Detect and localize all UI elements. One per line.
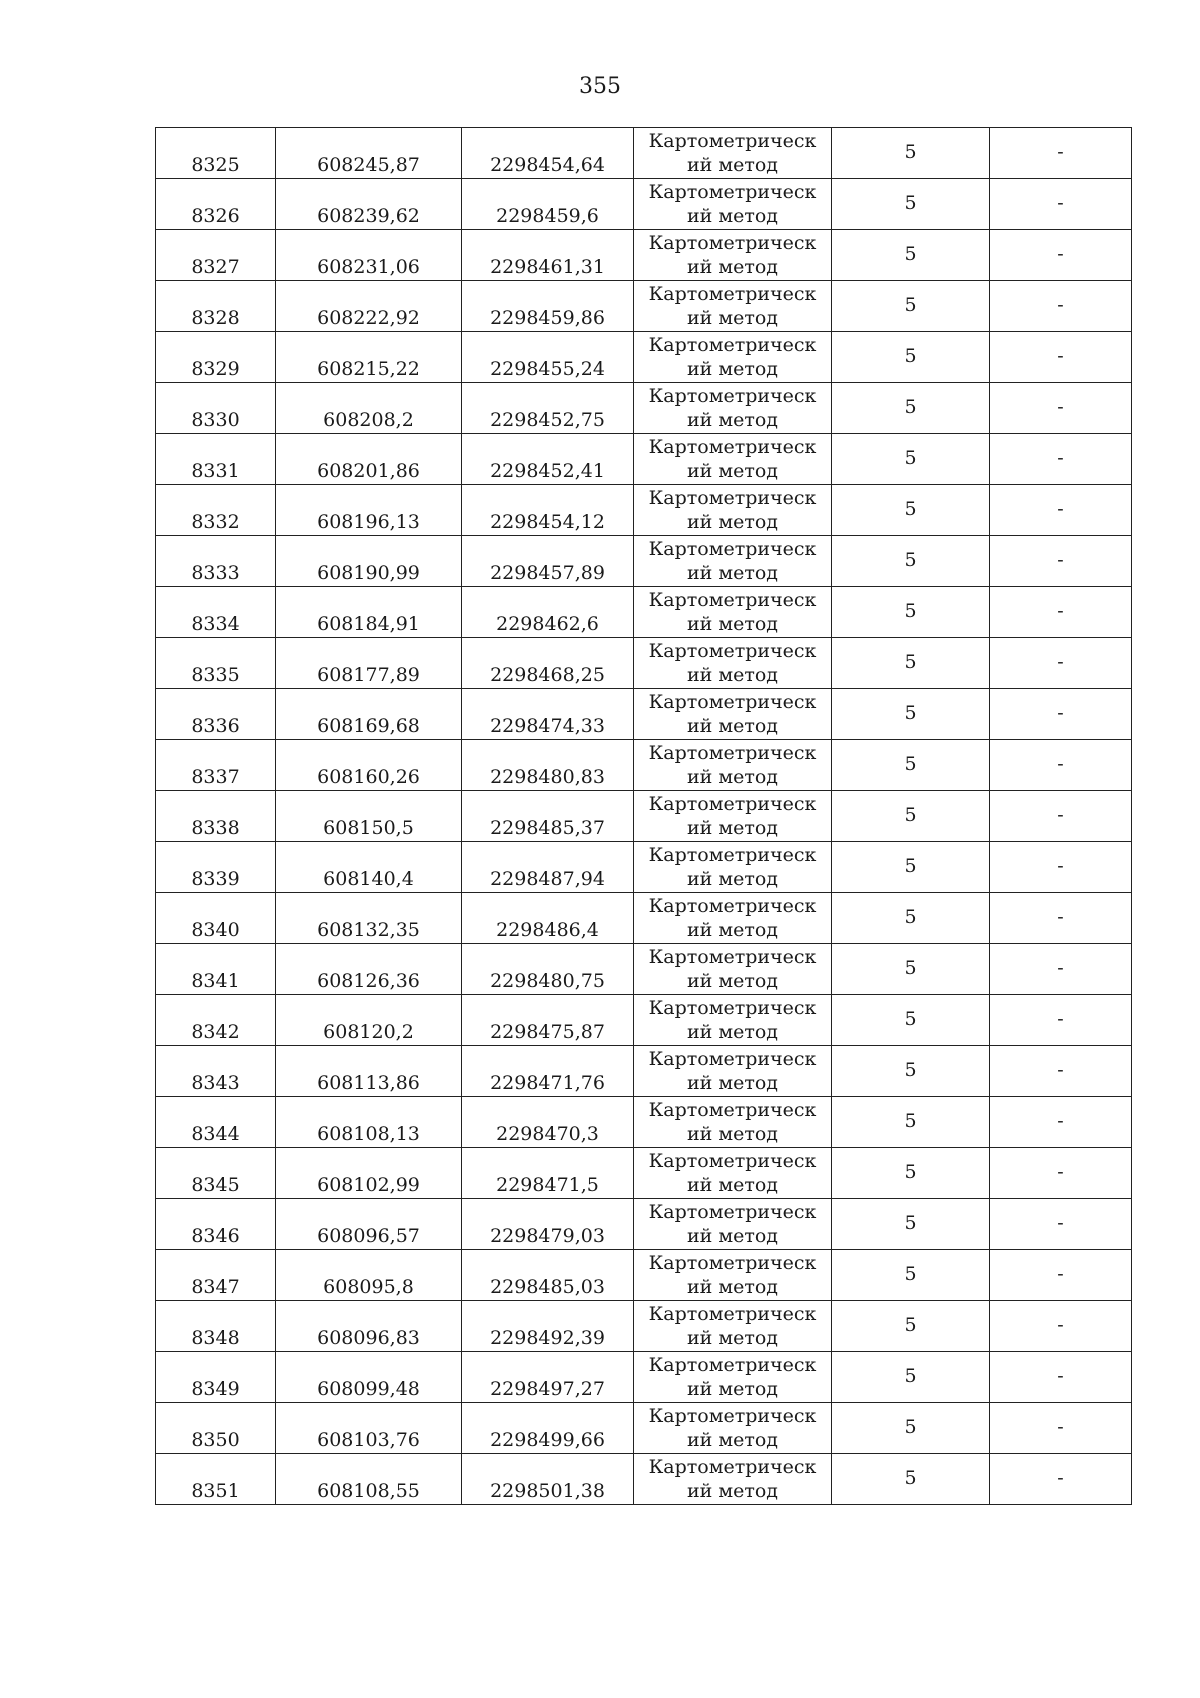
x-coordinate-cell: 608096,83 <box>276 1301 462 1352</box>
point-number-cell: 8351 <box>156 1454 276 1505</box>
method-text: Картометрический метод <box>648 1252 817 1298</box>
accuracy-cell: 5 <box>832 587 990 638</box>
y-coordinate-cell: 2298461,31 <box>462 230 634 281</box>
table-row <box>156 944 1132 995</box>
y-coordinate-cell: 2298470,3 <box>462 1097 634 1148</box>
note-cell: - <box>990 1454 1132 1505</box>
method-text: Картометрический метод <box>648 589 817 635</box>
table-row <box>156 587 1132 638</box>
accuracy-cell: 5 <box>832 1454 990 1505</box>
point-number-cell: 8341 <box>156 944 276 995</box>
table-row <box>156 128 1132 179</box>
x-coordinate-cell: 608132,35 <box>276 893 462 944</box>
point-number-cell: 8329 <box>156 332 276 383</box>
note-cell: - <box>990 1199 1132 1250</box>
note-cell: - <box>990 281 1132 332</box>
method-text: Картометрический метод <box>648 1405 817 1451</box>
accuracy-cell: 5 <box>832 1199 990 1250</box>
method-text: Картометрический метод <box>648 1048 817 1094</box>
accuracy-cell: 5 <box>832 485 990 536</box>
method-text: Картометрический метод <box>648 640 817 686</box>
y-coordinate-cell: 2298454,12 <box>462 485 634 536</box>
note-cell: - <box>990 1097 1132 1148</box>
method-cell <box>634 332 832 383</box>
note-cell: - <box>990 179 1132 230</box>
x-coordinate-cell: 608231,06 <box>276 230 462 281</box>
method-cell <box>634 128 832 179</box>
method-text: Картометрический метод <box>648 844 817 890</box>
y-coordinate-cell: 2298471,5 <box>462 1148 634 1199</box>
method-cell <box>634 587 832 638</box>
method-text: Картометрический метод <box>648 793 817 839</box>
accuracy-cell: 5 <box>832 1148 990 1199</box>
y-coordinate-cell: 2298454,64 <box>462 128 634 179</box>
x-coordinate-cell: 608103,76 <box>276 1403 462 1454</box>
table-row <box>156 485 1132 536</box>
method-cell <box>634 1301 832 1352</box>
y-coordinate-cell: 2298480,75 <box>462 944 634 995</box>
table-row <box>156 689 1132 740</box>
x-coordinate-cell: 608150,5 <box>276 791 462 842</box>
accuracy-cell: 5 <box>832 434 990 485</box>
table-row <box>156 638 1132 689</box>
method-cell <box>634 1250 832 1301</box>
accuracy-cell: 5 <box>832 791 990 842</box>
accuracy-cell: 5 <box>832 1250 990 1301</box>
method-cell <box>634 1199 832 1250</box>
method-text: Картометрический метод <box>648 436 817 482</box>
point-number-cell: 8339 <box>156 842 276 893</box>
method-text: Картометрический метод <box>648 334 817 380</box>
accuracy-cell: 5 <box>832 740 990 791</box>
y-coordinate-cell: 2298455,24 <box>462 332 634 383</box>
note-cell: - <box>990 1301 1132 1352</box>
method-cell <box>634 689 832 740</box>
accuracy-cell: 5 <box>832 1301 990 1352</box>
note-cell: - <box>990 944 1132 995</box>
point-number-cell: 8346 <box>156 1199 276 1250</box>
note-cell: - <box>990 230 1132 281</box>
note-cell: - <box>990 1250 1132 1301</box>
point-number-cell: 8327 <box>156 230 276 281</box>
y-coordinate-cell: 2298479,03 <box>462 1199 634 1250</box>
method-cell <box>634 536 832 587</box>
y-coordinate-cell: 2298487,94 <box>462 842 634 893</box>
accuracy-cell: 5 <box>832 383 990 434</box>
y-coordinate-cell: 2298462,6 <box>462 587 634 638</box>
y-coordinate-cell: 2298485,37 <box>462 791 634 842</box>
method-cell <box>634 281 832 332</box>
method-text: Картометрический метод <box>648 487 817 533</box>
method-text: Картометрический метод <box>648 1099 817 1145</box>
point-number-cell: 8335 <box>156 638 276 689</box>
y-coordinate-cell: 2298468,25 <box>462 638 634 689</box>
point-number-cell: 8328 <box>156 281 276 332</box>
note-cell: - <box>990 128 1132 179</box>
note-cell: - <box>990 1148 1132 1199</box>
y-coordinate-cell: 2298474,33 <box>462 689 634 740</box>
y-coordinate-cell: 2298486,4 <box>462 893 634 944</box>
y-coordinate-cell: 2298501,38 <box>462 1454 634 1505</box>
point-number-cell: 8340 <box>156 893 276 944</box>
note-cell: - <box>990 842 1132 893</box>
note-cell: - <box>990 332 1132 383</box>
note-cell: - <box>990 1403 1132 1454</box>
method-text: Картометрический метод <box>648 283 817 329</box>
note-cell: - <box>990 383 1132 434</box>
x-coordinate-cell: 608120,2 <box>276 995 462 1046</box>
x-coordinate-cell: 608108,55 <box>276 1454 462 1505</box>
table-row <box>156 332 1132 383</box>
method-text: Картометрический метод <box>648 385 817 431</box>
method-text: Картометрический метод <box>648 742 817 788</box>
method-cell <box>634 842 832 893</box>
table-row <box>156 1301 1132 1352</box>
point-number-cell: 8345 <box>156 1148 276 1199</box>
table-row <box>156 740 1132 791</box>
method-cell <box>634 740 832 791</box>
accuracy-cell: 5 <box>832 230 990 281</box>
y-coordinate-cell: 2298499,66 <box>462 1403 634 1454</box>
table-body <box>156 128 1132 1505</box>
x-coordinate-cell: 608102,99 <box>276 1148 462 1199</box>
point-number-cell: 8347 <box>156 1250 276 1301</box>
note-cell: - <box>990 1352 1132 1403</box>
y-coordinate-cell: 2298475,87 <box>462 995 634 1046</box>
table-row <box>156 179 1132 230</box>
note-cell: - <box>990 587 1132 638</box>
note-cell: - <box>990 1046 1132 1097</box>
method-cell <box>634 383 832 434</box>
x-coordinate-cell: 608160,26 <box>276 740 462 791</box>
table-row <box>156 1250 1132 1301</box>
accuracy-cell: 5 <box>832 842 990 893</box>
point-number-cell: 8325 <box>156 128 276 179</box>
accuracy-cell: 5 <box>832 1097 990 1148</box>
point-number-cell: 8331 <box>156 434 276 485</box>
method-cell <box>634 1403 832 1454</box>
x-coordinate-cell: 608208,2 <box>276 383 462 434</box>
note-cell: - <box>990 995 1132 1046</box>
x-coordinate-cell: 608108,13 <box>276 1097 462 1148</box>
point-number-cell: 8350 <box>156 1403 276 1454</box>
x-coordinate-cell: 608177,89 <box>276 638 462 689</box>
note-cell: - <box>990 791 1132 842</box>
x-coordinate-cell: 608190,99 <box>276 536 462 587</box>
table-row <box>156 383 1132 434</box>
x-coordinate-cell: 608215,22 <box>276 332 462 383</box>
x-coordinate-cell: 608239,62 <box>276 179 462 230</box>
method-text: Картометрический метод <box>648 232 817 278</box>
method-cell <box>634 638 832 689</box>
note-cell: - <box>990 638 1132 689</box>
x-coordinate-cell: 608099,48 <box>276 1352 462 1403</box>
y-coordinate-cell: 2298485,03 <box>462 1250 634 1301</box>
table-row <box>156 1403 1132 1454</box>
point-number-cell: 8349 <box>156 1352 276 1403</box>
accuracy-cell: 5 <box>832 281 990 332</box>
table-row <box>156 230 1132 281</box>
method-text: Картометрический метод <box>648 1354 817 1400</box>
accuracy-cell: 5 <box>832 689 990 740</box>
method-text: Картометрический метод <box>648 1150 817 1196</box>
accuracy-cell: 5 <box>832 1403 990 1454</box>
point-number-cell: 8344 <box>156 1097 276 1148</box>
accuracy-cell: 5 <box>832 893 990 944</box>
x-coordinate-cell: 608126,36 <box>276 944 462 995</box>
point-number-cell: 8337 <box>156 740 276 791</box>
y-coordinate-cell: 2298452,41 <box>462 434 634 485</box>
table-row <box>156 434 1132 485</box>
y-coordinate-cell: 2298480,83 <box>462 740 634 791</box>
table-row <box>156 995 1132 1046</box>
note-cell: - <box>990 434 1132 485</box>
coordinates-table <box>155 127 1132 1505</box>
y-coordinate-cell: 2298457,89 <box>462 536 634 587</box>
x-coordinate-cell: 608245,87 <box>276 128 462 179</box>
method-cell <box>634 230 832 281</box>
x-coordinate-cell: 608222,92 <box>276 281 462 332</box>
accuracy-cell: 5 <box>832 332 990 383</box>
note-cell: - <box>990 740 1132 791</box>
method-text: Картометрический метод <box>648 691 817 737</box>
method-cell <box>634 893 832 944</box>
method-cell <box>634 1454 832 1505</box>
point-number-cell: 8348 <box>156 1301 276 1352</box>
method-cell <box>634 1148 832 1199</box>
note-cell: - <box>990 689 1132 740</box>
table-row <box>156 893 1132 944</box>
point-number-cell: 8338 <box>156 791 276 842</box>
point-number-cell: 8342 <box>156 995 276 1046</box>
method-text: Картометрический метод <box>648 1456 817 1502</box>
point-number-cell: 8336 <box>156 689 276 740</box>
method-cell <box>634 791 832 842</box>
point-number-cell: 8333 <box>156 536 276 587</box>
accuracy-cell: 5 <box>832 128 990 179</box>
x-coordinate-cell: 608140,4 <box>276 842 462 893</box>
note-cell: - <box>990 485 1132 536</box>
x-coordinate-cell: 608095,8 <box>276 1250 462 1301</box>
point-number-cell: 8334 <box>156 587 276 638</box>
y-coordinate-cell: 2298452,75 <box>462 383 634 434</box>
method-text: Картометрический метод <box>648 1303 817 1349</box>
method-text: Картометрический метод <box>648 181 817 227</box>
point-number-cell: 8343 <box>156 1046 276 1097</box>
table-row <box>156 1046 1132 1097</box>
method-cell <box>634 1352 832 1403</box>
table-row <box>156 1097 1132 1148</box>
method-cell <box>634 944 832 995</box>
x-coordinate-cell: 608113,86 <box>276 1046 462 1097</box>
method-cell <box>634 434 832 485</box>
table-row <box>156 1148 1132 1199</box>
table-row <box>156 791 1132 842</box>
y-coordinate-cell: 2298492,39 <box>462 1301 634 1352</box>
table-row <box>156 1352 1132 1403</box>
note-cell: - <box>990 893 1132 944</box>
point-number-cell: 8332 <box>156 485 276 536</box>
y-coordinate-cell: 2298497,27 <box>462 1352 634 1403</box>
table-row <box>156 281 1132 332</box>
y-coordinate-cell: 2298459,6 <box>462 179 634 230</box>
table-row <box>156 1199 1132 1250</box>
accuracy-cell: 5 <box>832 944 990 995</box>
x-coordinate-cell: 608201,86 <box>276 434 462 485</box>
accuracy-cell: 5 <box>832 1352 990 1403</box>
method-text: Картометрический метод <box>648 895 817 941</box>
x-coordinate-cell: 608184,91 <box>276 587 462 638</box>
x-coordinate-cell: 608196,13 <box>276 485 462 536</box>
accuracy-cell: 5 <box>832 995 990 1046</box>
method-text: Картометрический метод <box>648 946 817 992</box>
method-text: Картометрический метод <box>648 997 817 1043</box>
x-coordinate-cell: 608169,68 <box>276 689 462 740</box>
accuracy-cell: 5 <box>832 179 990 230</box>
accuracy-cell: 5 <box>832 536 990 587</box>
method-text: Картометрический метод <box>648 538 817 584</box>
point-number-cell: 8326 <box>156 179 276 230</box>
x-coordinate-cell: 608096,57 <box>276 1199 462 1250</box>
method-cell <box>634 1097 832 1148</box>
accuracy-cell: 5 <box>832 638 990 689</box>
method-text: Картометрический метод <box>648 1201 817 1247</box>
y-coordinate-cell: 2298471,76 <box>462 1046 634 1097</box>
page-number: 355 <box>579 74 621 99</box>
method-cell <box>634 995 832 1046</box>
point-number-cell: 8330 <box>156 383 276 434</box>
table-row <box>156 842 1132 893</box>
table-row <box>156 1454 1132 1505</box>
y-coordinate-cell: 2298459,86 <box>462 281 634 332</box>
method-text: Картометрический метод <box>648 130 817 176</box>
method-cell <box>634 1046 832 1097</box>
method-cell <box>634 179 832 230</box>
method-cell <box>634 485 832 536</box>
table-row <box>156 536 1132 587</box>
accuracy-cell: 5 <box>832 1046 990 1097</box>
note-cell: - <box>990 536 1132 587</box>
